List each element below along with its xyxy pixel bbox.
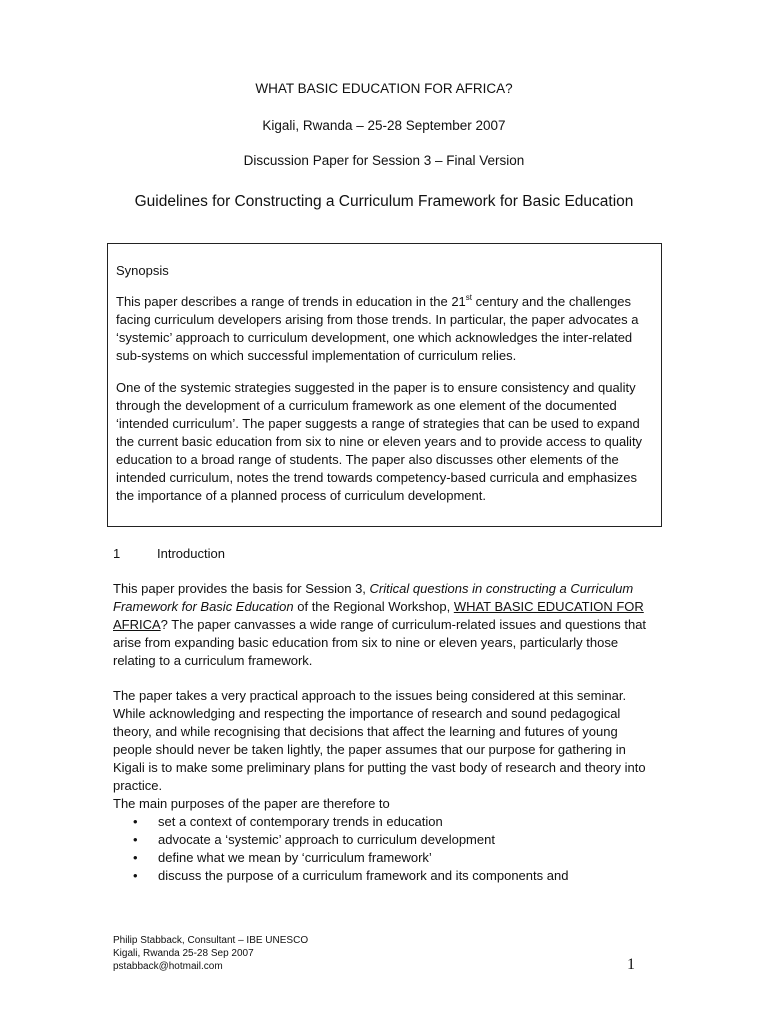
session-label: Discussion Paper for Session 3 – Final Version [243, 153, 525, 168]
synopsis-p1-text-a: This paper describes a range of trends in education in the 21 [116, 294, 466, 309]
footer-location-date: Kigali, Rwanda 25-28 Sep 2007 [113, 948, 254, 959]
page-footer [113, 934, 308, 973]
list-item-text: discuss the purpose of a curriculum framework and its components and [158, 868, 569, 883]
intro-paragraph-3 [113, 795, 658, 885]
list-item [113, 813, 658, 831]
list-item-text: set a context of contemporary trends in education [158, 814, 443, 829]
bullet-icon: • [133, 814, 138, 829]
bullet-icon: • [133, 850, 138, 865]
synopsis-heading: Synopsis [116, 263, 169, 278]
section-title: Introduction [157, 546, 225, 561]
intro-p1-italic: Critical questions in constructing a Curriculum Framework for Basic Education [113, 581, 634, 614]
section-heading [113, 545, 658, 563]
document-title: WHAT BASIC EDUCATION FOR AFRICA? [255, 81, 513, 96]
bullet-icon: • [133, 832, 138, 847]
list-item-text: advocate a ‘systemic’ approach to curriculum development [158, 832, 495, 847]
synopsis-p1-superscript: st [465, 293, 473, 302]
list-item-text: define what we mean by ‘curriculum framework’ [158, 850, 432, 865]
section-number: 1 [113, 546, 121, 561]
synopsis-box [107, 243, 662, 527]
list-item [113, 831, 658, 849]
footer-author: Philip Stabback, Consultant – IBE UNESCO [113, 935, 309, 946]
venue-date: Kigali, Rwanda – 25-28 September 2007 [262, 118, 506, 133]
intro-p1-mid: of the Regional Workshop, [293, 599, 454, 614]
bullet-icon: • [133, 868, 138, 883]
intro-p1-start: This paper provides the basis for Session 3, [113, 581, 370, 596]
list-item [113, 867, 658, 885]
list-item [113, 849, 658, 867]
intro-paragraph-1 [113, 580, 658, 670]
intro-paragraph-2 [113, 687, 658, 795]
footer-email: pstabback@hotmail.com [113, 961, 223, 972]
synopsis-paragraph-2: One of the systemic strategies suggested in the paper is to ensure consistency and quality through the development of a curriculum framework as one element of the documented ‘intended curriculum’. The paper suggests a range of strategies that can be used to expand the current basic education from six to nine or eleven years and to provide access to quality education to a broad range of students. The paper also discusses other elements of the intended curriculum, notes the trend towards competency-based curricula and emphasizes the importance of a planned process of curriculum development. [116, 380, 643, 503]
purposes-list [113, 813, 658, 885]
workshop-title-underlined: WHAT BASIC EDUCATION FOR AFRICA [113, 599, 644, 632]
paper-subject: Guidelines for Constructing a Curriculum Framework for Basic Education [134, 193, 634, 210]
page-number: 1 [627, 956, 635, 973]
intro-p1-end: ? The paper canvasses a wide range of curriculum-related issues and questions that arise from expanding basic education from six to nine or eleven years, particularly those relating to a curriculum framework. [113, 617, 647, 668]
purposes-lead: The main purposes of the paper are therefore to [113, 796, 390, 811]
intro-p2-text: The paper takes a very practical approach to the issues being considered at this seminar. While acknowledging and respecting the importance of research and sound pedagogical theory, and while recognising that decisions that affect the learning and futures of young people should never be taken lightly, the paper assumes that our purpose for gathering in Kigali is to make some preliminary plans for putting the vast body of research and theory into practice. [113, 688, 646, 793]
synopsis-p1-text-b: century and the challenges facing curriculum developers arising from those trends. In particular, the paper advocates a ‘systemic’ approach to curriculum development, one which acknowledges the inter-related sub-systems on which successful implementation of curriculum relies. [116, 294, 639, 363]
synopsis-paragraph-1 [116, 293, 649, 365]
